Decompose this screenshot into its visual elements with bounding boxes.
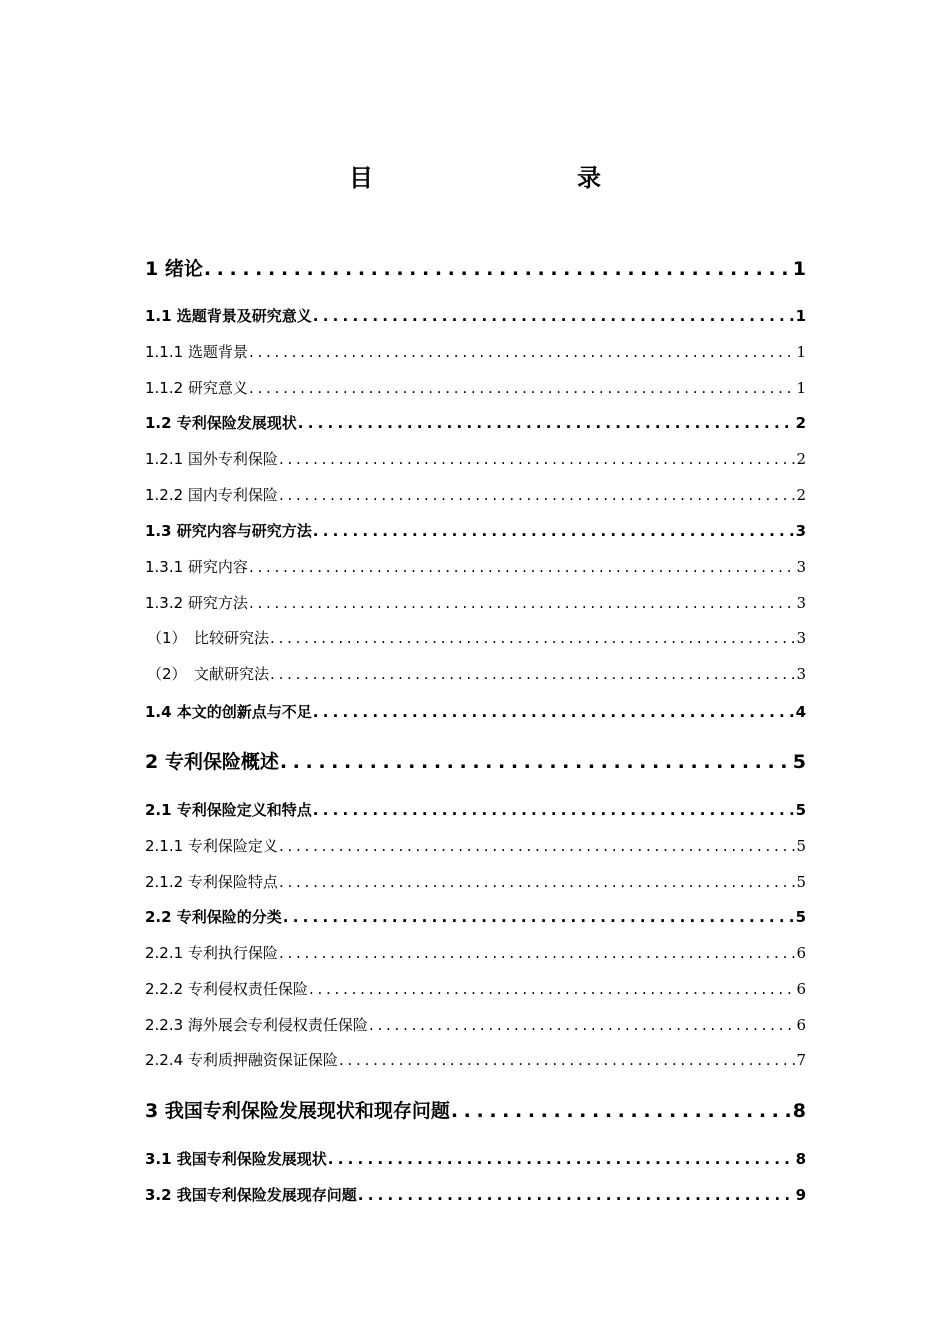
toc-entry[interactable] [145,835,806,856]
toc-page-number: 1 [792,258,806,280]
toc-page-number: 1 [796,343,806,361]
toc-entry-label: 3 我国专利保险发展现状和现存问题 [145,1100,450,1122]
toc-page-number: 8 [795,1150,806,1168]
toc-entry[interactable] [145,663,806,684]
toc-page-number: 3 [796,558,806,576]
leader-dots [339,1051,796,1069]
toc-entry-label: 2.2 专利保险的分类 [145,908,282,926]
toc-page-number: 6 [796,944,806,962]
leader-dots [249,558,796,576]
toc-entry[interactable] [145,1184,806,1205]
toc-page-number: 3 [796,594,806,612]
leader-dots [249,379,796,397]
toc-entry-label: 1.2.1 国外专利保险 [145,450,278,468]
toc-entry-label: 2.2.2 专利侵权责任保险 [145,980,308,998]
leader-dots [270,629,795,647]
toc-entry-label: 2.2.3 海外展会专利侵权责任保险 [145,1016,368,1034]
toc-page-number: 2 [796,486,806,504]
leader-dots [313,522,795,540]
toc-page-number: 2 [796,450,806,468]
toc-entry[interactable] [145,1096,806,1123]
toc-entry[interactable] [145,377,806,398]
toc-entry[interactable] [145,747,806,774]
toc-entry-label: 2.2.1 专利执行保险 [145,944,278,962]
toc-entry[interactable] [145,627,806,648]
toc-entry[interactable] [145,341,806,362]
toc-entry[interactable] [145,556,806,577]
toc-entry[interactable] [145,305,806,326]
toc-page-number: 5 [795,801,806,819]
toc-entry-label: 1.3.2 研究方法 [145,594,248,612]
toc-page-number: 6 [796,980,806,998]
leader-dots [279,944,796,962]
toc-page-number: 1 [795,307,806,325]
toc-entry-label: 1.2 专利保险发展现状 [145,414,297,432]
leader-dots [313,307,795,325]
toc-entry[interactable] [145,520,806,541]
toc-entry[interactable] [145,254,806,281]
toc-page-number: 8 [792,1100,806,1122]
toc-entry[interactable] [145,906,806,927]
leader-dots [313,801,795,819]
toc-page-number: 2 [795,414,806,432]
toc-entry-label: 3.1 我国专利保险发展现状 [145,1150,327,1168]
leader-dots [279,837,796,855]
toc-page-number: 5 [796,873,806,891]
leader-dots [249,343,796,361]
toc-page-number: 5 [795,908,806,926]
leader-dots [279,450,796,468]
leader-dots [204,258,792,280]
toc-entry-label: 2 专利保险概述 [145,751,279,773]
leader-dots [270,665,795,683]
toc-page-number: 3 [795,522,806,540]
toc-page-number: 7 [796,1051,806,1069]
toc-page-number: 3 [796,665,806,683]
toc-page-number: 1 [796,379,806,397]
toc-page-number: 4 [795,703,806,721]
toc-page-number: 3 [796,629,806,647]
leader-dots [451,1100,792,1122]
toc-page-number: 5 [796,837,806,855]
toc-entry[interactable] [145,592,806,613]
toc-entry[interactable] [145,942,806,963]
toc-page-number: 6 [796,1016,806,1034]
toc-entry-label: 1.3 研究内容与研究方法 [145,522,312,540]
toc-entry[interactable] [145,978,806,999]
toc-page-number: 5 [792,751,806,773]
leader-dots [358,1186,795,1204]
toc-entry-label: 2.1 专利保险定义和特点 [145,801,312,819]
toc-entry-label: 1.4 本文的创新点与不足 [145,703,312,721]
toc-entry-label: 1 绪论 [145,258,203,280]
leader-dots [279,873,796,891]
toc-entry-label: 2.1.1 专利保险定义 [145,837,278,855]
toc-page-number: 9 [795,1186,806,1204]
toc-entry[interactable] [145,799,806,820]
leader-dots [369,1016,796,1034]
toc-entry-label: （1） 比较研究法 [147,629,270,647]
leader-dots [313,703,795,721]
leader-dots [328,1150,795,1168]
leader-dots [309,980,796,998]
toc-entry-label: 2.2.4 专利质押融资保证保险 [145,1051,338,1069]
toc-entry-label: 1.3.1 研究内容 [145,558,248,576]
toc-entry-label: 1.1.2 研究意义 [145,379,248,397]
toc-entry-label: 1.2.2 国内专利保险 [145,486,278,504]
leader-dots [280,751,792,773]
toc-entry[interactable] [145,484,806,505]
toc-entry[interactable] [145,871,806,892]
toc-entry-label: 1.1 选题背景及研究意义 [145,307,312,325]
toc-entry[interactable] [145,448,806,469]
toc-entry-label: 1.1.1 选题背景 [145,343,248,361]
toc-entry-label: 3.2 我国专利保险发展现存问题 [145,1186,357,1204]
leader-dots [279,486,796,504]
toc-entry[interactable] [145,701,806,722]
toc-entry[interactable] [145,1014,806,1035]
toc-entry[interactable] [145,1049,806,1070]
toc-entry-label: （2） 文献研究法 [147,665,270,683]
page-title: 目 录 [349,164,653,192]
toc-entry[interactable] [145,412,806,433]
leader-dots [249,594,796,612]
leader-dots [283,908,795,926]
toc-entry[interactable] [145,1148,806,1169]
leader-dots [298,414,795,432]
toc-entry-label: 2.1.2 专利保险特点 [145,873,278,891]
